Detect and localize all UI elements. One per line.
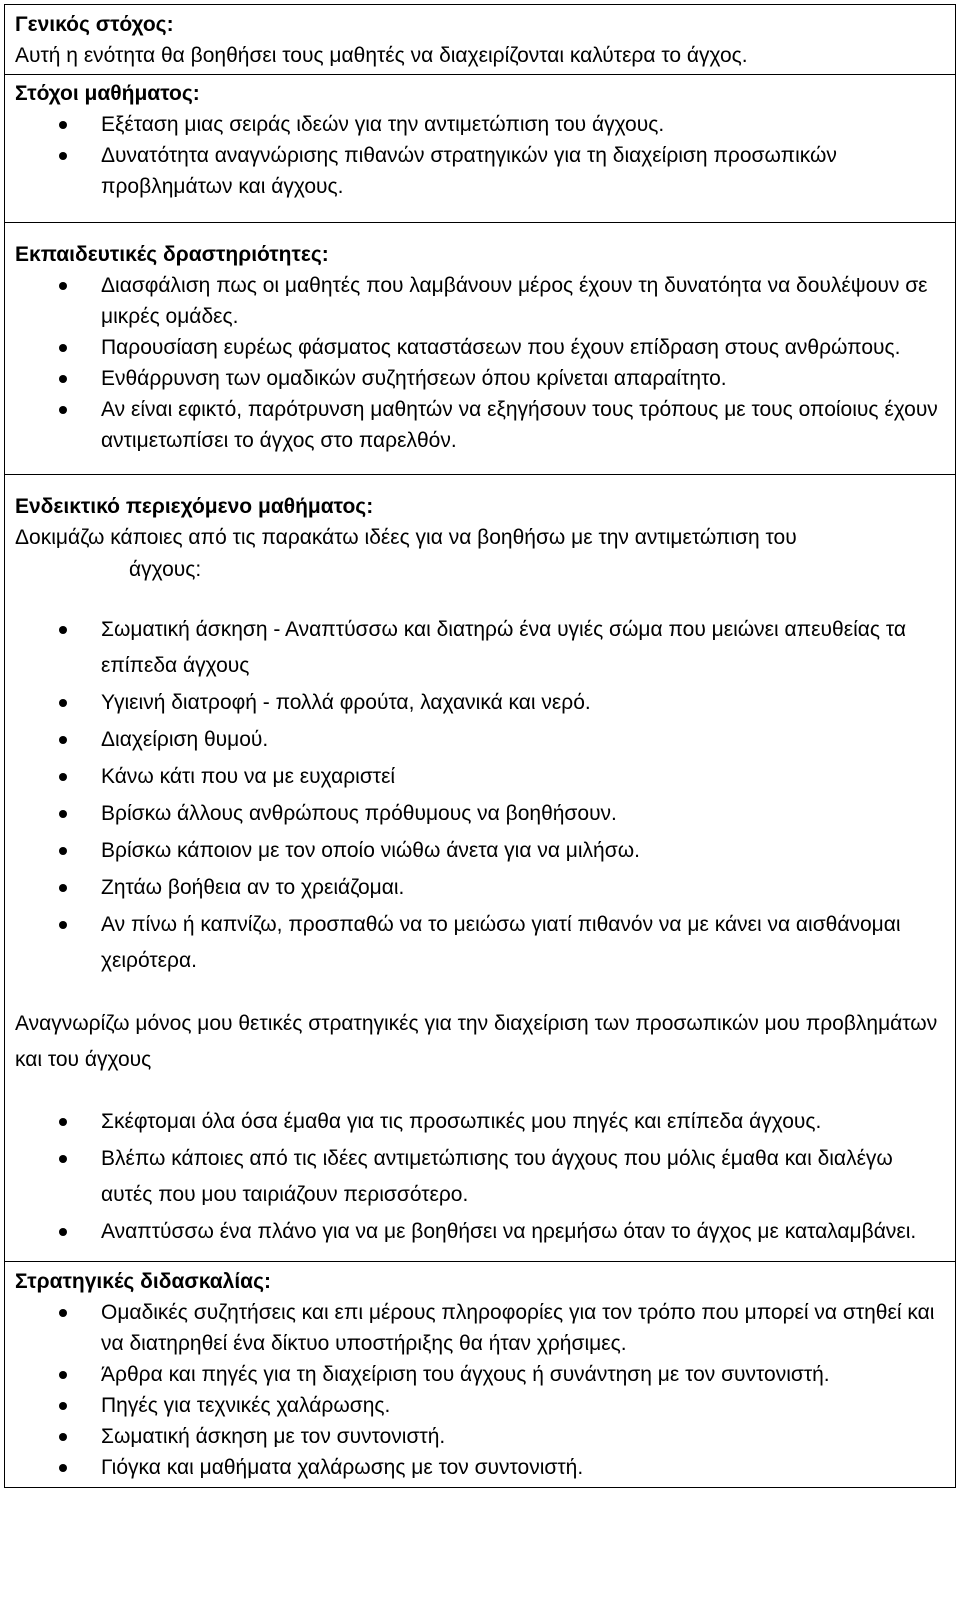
bullet-icon bbox=[59, 344, 67, 352]
content-cell bbox=[5, 475, 956, 1262]
bullet-icon bbox=[59, 1309, 67, 1317]
bullet-icon bbox=[59, 699, 67, 707]
content-intro-line2: άγχους: bbox=[129, 558, 202, 581]
general-goal-cell bbox=[5, 5, 956, 75]
bullet-icon bbox=[59, 1118, 67, 1126]
activities-heading: Εκπαιδευτικές δραστηριότητες: bbox=[15, 243, 329, 266]
content-heading: Ενδεικτικό περιεχόμενο μαθήματος: bbox=[15, 495, 374, 518]
bullet-icon bbox=[59, 884, 67, 892]
list-item: Διαχείριση θυμού. bbox=[15, 722, 945, 758]
list-item: Σωματική άσκηση με τον συντονιστή. bbox=[15, 1421, 945, 1452]
list-item: Άρθρα και πηγές για τη διαχείριση του άγχους ή συνάντηση με τον συντονιστή. bbox=[15, 1359, 945, 1390]
list-item: Βρίσκω κάποιον με τον οποίο νιώθω άνετα για να μιλήσω. bbox=[15, 833, 945, 869]
list-item: Παρουσίαση ευρέως φάσματος καταστάσεων που έχουν επίδραση στους ανθρώπους. bbox=[15, 332, 945, 363]
strategies-list bbox=[15, 1297, 945, 1483]
list-item: Αν είναι εφικτό, παρότρυνση μαθητών να εξηγήσουν τους τρόπους με τους οποίοιυς έχουν αντιμετωπίσει το άγχος στο παρελθόν. bbox=[15, 394, 945, 456]
content-paragraph: Αναγνωρίζω μόνος μου θετικές στρατηγικές για την διαχείριση των προσωπικών μου προβλημάτων και του άγχους bbox=[15, 1012, 938, 1071]
list-item: Αναπτύσσω ένα πλάνο για να με βοηθήσει να ηρεμήσω όταν το άγχος με καταλαμβάνει. bbox=[15, 1214, 945, 1250]
list-item: Ομαδικές συζητήσεις και επι μέρους πληροφορίες για τον τρόπο που μπορεί να στηθεί και να διατηρηθεί ένα δίκτυο υποστήριξης θα ήταν χρήσιμες. bbox=[15, 1297, 945, 1359]
lesson-plan-table bbox=[4, 4, 956, 1488]
list-item: Γιόγκα και μαθήματα χαλάρωσης με τον συντονιστή. bbox=[15, 1452, 945, 1483]
list-item: Ζητάω βοήθεια αν το χρειάζομαι. bbox=[15, 870, 945, 906]
bullet-icon bbox=[59, 773, 67, 781]
bullet-icon bbox=[59, 406, 67, 414]
list-item: Κάνω κάτι που να με ευχαριστεί bbox=[15, 759, 945, 795]
strategies-cell bbox=[5, 1262, 956, 1488]
list-item: Εξέταση μιας σειράς ιδεών για την αντιμετώπιση του άγχους. bbox=[15, 109, 945, 140]
activities-list bbox=[15, 270, 945, 456]
bullet-icon bbox=[59, 1228, 67, 1236]
list-item: Ενθάρρυνση των ομαδικών συζητήσεων όπου κρίνεται απαραίτητο. bbox=[15, 363, 945, 394]
bullet-icon bbox=[59, 921, 67, 929]
lesson-objectives-cell bbox=[5, 75, 956, 223]
bullet-icon bbox=[59, 152, 67, 160]
lesson-objectives-list bbox=[15, 109, 945, 202]
bullet-icon bbox=[59, 810, 67, 818]
bullet-icon bbox=[59, 1464, 67, 1472]
bullet-icon bbox=[59, 1155, 67, 1163]
activities-cell bbox=[5, 223, 956, 475]
list-item: Δυνατότητα αναγνώρισης πιθανών στρατηγικών για τη διαχείριση προσωπικών προβλημάτων και άγχους. bbox=[15, 140, 945, 202]
lesson-objectives-heading: Στόχοι μαθήματος: bbox=[15, 82, 200, 105]
bullet-icon bbox=[59, 1402, 67, 1410]
content-strategies-list bbox=[15, 1104, 945, 1250]
bullet-icon bbox=[59, 375, 67, 383]
list-item: Βρίσκω άλλους ανθρώπους πρόθυμους να βοηθήσουν. bbox=[15, 796, 945, 832]
bullet-icon bbox=[59, 626, 67, 634]
list-item: Σωματική άσκηση - Αναπτύσσω και διατηρώ ένα υγιές σώμα που μειώνει απευθείας τα επίπεδα άγχους bbox=[15, 612, 945, 684]
content-intro-line1: Δοκιμάζω κάποιες από τις παρακάτω ιδέες για να βοηθήσω με την αντιμετώπιση του bbox=[15, 526, 797, 549]
general-goal-text: Αυτή η ενότητα θα βοηθήσει τους μαθητές να διαχειρίζονται καλύτερα το άγχος. bbox=[15, 44, 748, 67]
strategies-heading: Στρατηγικές διδασκαλίας: bbox=[15, 1270, 272, 1293]
list-item: Σκέφτομαι όλα όσα έμαθα για τις προσωπικές μου πηγές και επίπεδα άγχους. bbox=[15, 1104, 945, 1140]
list-item: Πηγές για τεχνικές χαλάρωσης. bbox=[15, 1390, 945, 1421]
list-item: Βλέπω κάποιες από τις ιδέες αντιμετώπισης του άγχους που μόλις έμαθα και διαλέγω αυτές που μου ταιριάζουν περισσότερο. bbox=[15, 1141, 945, 1213]
bullet-icon bbox=[59, 1433, 67, 1441]
content-ideas-list bbox=[15, 612, 945, 979]
bullet-icon bbox=[59, 847, 67, 855]
general-goal-heading: Γενικός στόχος: bbox=[15, 13, 174, 36]
bullet-icon bbox=[59, 1371, 67, 1379]
bullet-icon bbox=[59, 736, 67, 744]
list-item: Αν πίνω ή καπνίζω, προσπαθώ να το μειώσω γιατί πιθανόν να με κάνει να αισθάνομαι χειρότερα. bbox=[15, 907, 945, 979]
list-item: Διασφάλιση πως οι μαθητές που λαμβάνουν μέρος έχουν τη δυνατόητα να δουλέψουν σε μικρές ομάδες. bbox=[15, 270, 945, 332]
bullet-icon bbox=[59, 282, 67, 290]
bullet-icon bbox=[59, 121, 67, 129]
list-item: Υγιεινή διατροφή - πολλά φρούτα, λαχανικά και νερό. bbox=[15, 685, 945, 721]
